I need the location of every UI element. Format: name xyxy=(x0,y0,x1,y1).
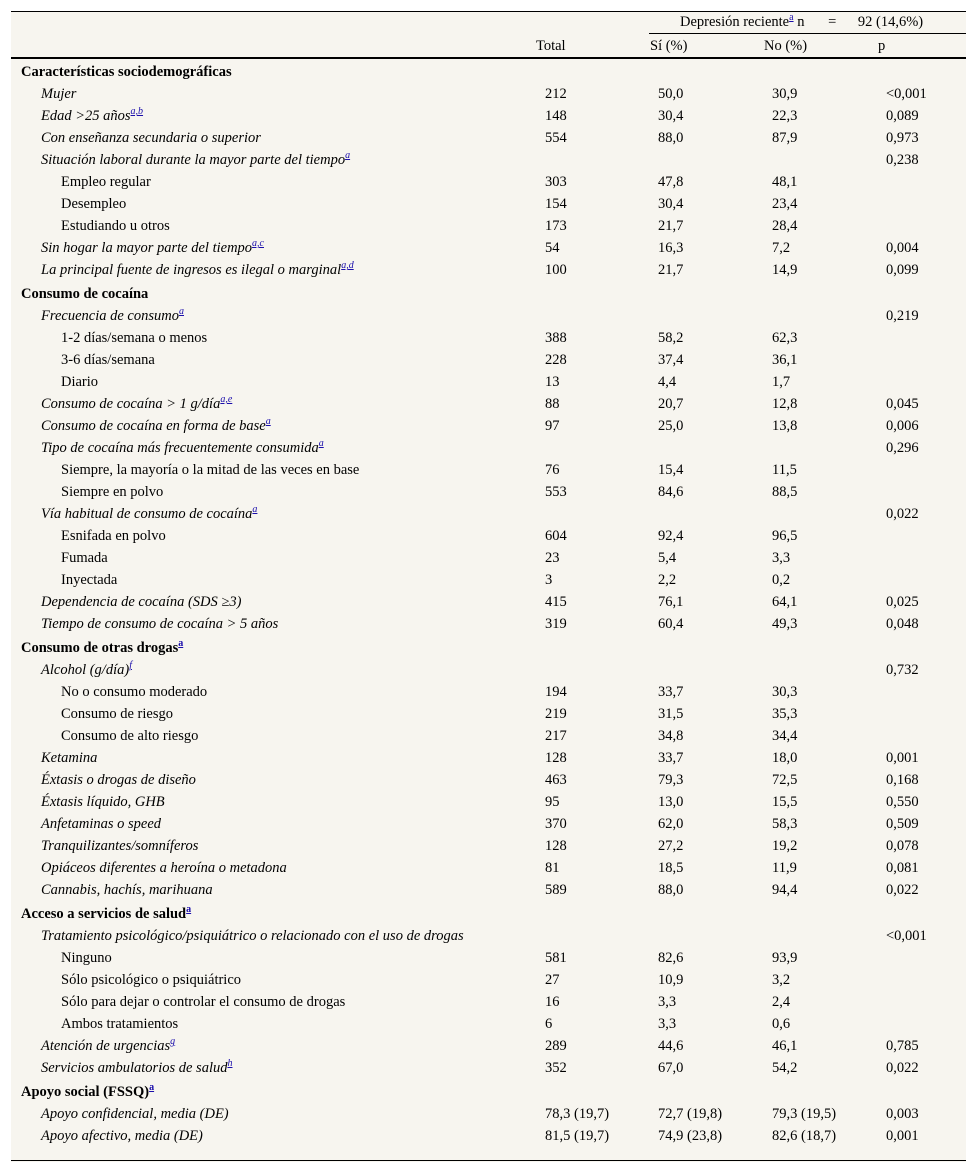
equals-sign: = xyxy=(828,14,837,30)
cell-p: 0,022 xyxy=(886,1060,919,1076)
cell-p: 0,025 xyxy=(886,594,919,610)
row-label-text: Mujer xyxy=(41,86,77,102)
row-label-text: Apoyo confidencial, media (DE) xyxy=(41,1106,229,1122)
cell-no: 13,8 xyxy=(772,418,798,434)
cell-no: 19,2 xyxy=(772,838,798,854)
row-label-text: Fumada xyxy=(61,550,108,566)
cell-total: 88 xyxy=(545,396,560,412)
row-label-text: Servicios ambulatorios de salud xyxy=(41,1060,228,1076)
cell-si: 37,4 xyxy=(658,352,684,368)
row-label xyxy=(41,105,143,127)
cell-si: 58,2 xyxy=(658,330,684,346)
row-label xyxy=(61,681,207,703)
cell-no: 12,8 xyxy=(772,396,798,412)
row-label-text: Inyectada xyxy=(61,572,118,588)
row-label xyxy=(61,969,241,991)
cell-p: 0,004 xyxy=(886,240,919,256)
cell-no: 3,2 xyxy=(772,972,791,988)
cell-p: 0,022 xyxy=(886,882,919,898)
row-label xyxy=(41,305,184,327)
row-label xyxy=(41,83,76,105)
group-rule xyxy=(649,33,966,34)
row-label-text: Consumo de cocaína en forma de base xyxy=(41,418,266,434)
cell-total: 54 xyxy=(545,240,560,256)
row-label xyxy=(41,925,464,947)
row-label-text: Tratamiento psicológico/psiquiátrico o relacionado con el uso de drogas xyxy=(41,928,464,944)
cell-si: 33,7 xyxy=(658,750,684,766)
cell-no: 0,6 xyxy=(772,1016,791,1032)
group-header xyxy=(680,11,923,33)
cell-p: 0,099 xyxy=(886,262,919,278)
col-header-si: Sí (%) xyxy=(650,38,688,54)
footnote-link[interactable]: a,c xyxy=(252,238,264,250)
cell-no: 94,4 xyxy=(772,882,798,898)
cell-si: 67,0 xyxy=(658,1060,684,1076)
cell-p: <0,001 xyxy=(886,928,927,944)
cell-total: 589 xyxy=(545,882,567,898)
cell-total: 16 xyxy=(545,994,560,1010)
cell-si: 25,0 xyxy=(658,418,684,434)
cell-p: 0,078 xyxy=(886,838,919,854)
cell-total: 81,5 (19,7) xyxy=(545,1128,610,1144)
row-label-text: Desempleo xyxy=(61,196,127,212)
cell-no: 0,2 xyxy=(772,572,791,588)
footnote-link[interactable]: a,d xyxy=(341,260,354,272)
cell-no: 15,5 xyxy=(772,794,798,810)
cell-si: 33,7 xyxy=(658,684,684,700)
row-label xyxy=(41,791,165,813)
cell-p: 0,089 xyxy=(886,108,919,124)
footnote-link[interactable]: f xyxy=(129,660,132,672)
row-label-text: Estudiando u otros xyxy=(61,218,170,234)
row-label xyxy=(41,835,198,857)
cell-total: 217 xyxy=(545,728,567,744)
cell-si: 76,1 xyxy=(658,594,684,610)
cell-no: 2,4 xyxy=(772,994,791,1010)
row-label xyxy=(41,613,278,635)
cell-total: 388 xyxy=(545,330,567,346)
cell-no: 48,1 xyxy=(772,174,798,190)
cell-total: 76 xyxy=(545,462,560,478)
row-label-text: Cannabis, hachís, marihuana xyxy=(41,882,213,898)
cell-p: 0,550 xyxy=(886,794,919,810)
row-label-text: Sólo para dejar o controlar el consumo de drogas xyxy=(61,994,346,1010)
cell-p: 0,001 xyxy=(886,750,919,766)
row-label xyxy=(41,149,350,171)
row-label-text: Acceso a servicios de salud xyxy=(21,906,187,922)
row-label-text: 1-2 días/semana o menos xyxy=(61,330,208,346)
cell-p: 0,001 xyxy=(886,1128,919,1144)
row-label xyxy=(41,503,257,525)
cell-no: 62,3 xyxy=(772,330,798,346)
row-label xyxy=(61,1013,178,1035)
cell-total: 148 xyxy=(545,108,567,124)
cell-total: 78,3 (19,7) xyxy=(545,1106,610,1122)
row-label-text: Opiáceos diferentes a heroína o metadona xyxy=(41,860,287,876)
row-label xyxy=(61,525,166,547)
row-label-text: Apoyo social (FSSQ) xyxy=(21,1084,150,1100)
row-label xyxy=(61,569,117,591)
cell-no: 46,1 xyxy=(772,1038,798,1054)
cell-si: 20,7 xyxy=(658,396,684,412)
row-label xyxy=(41,857,287,879)
cell-total: 219 xyxy=(545,706,567,722)
cell-p: 0,509 xyxy=(886,816,919,832)
row-label-text: Dependencia de cocaína (SDS ≥3) xyxy=(41,594,242,610)
cell-p: 0,003 xyxy=(886,1106,919,1122)
cell-total: 6 xyxy=(545,1016,553,1032)
col-header-p: p xyxy=(878,38,886,54)
cell-no: 88,5 xyxy=(772,484,798,500)
cell-total: 13 xyxy=(545,374,560,390)
cell-p: 0,045 xyxy=(886,396,919,412)
cell-si: 92,4 xyxy=(658,528,684,544)
footnote-link[interactable]: h xyxy=(227,1058,233,1070)
cell-no: 58,3 xyxy=(772,816,798,832)
row-label-text: Siempre en polvo xyxy=(61,484,164,500)
row-label xyxy=(41,415,271,437)
section-heading xyxy=(21,637,183,659)
row-label-text: Ambos tratamientos xyxy=(61,1016,179,1032)
cell-p: 0,081 xyxy=(886,860,919,876)
cell-si: 16,3 xyxy=(658,240,684,256)
row-label-text: Edad >25 años xyxy=(41,108,131,124)
group-header-label: Depresión reciente xyxy=(680,14,790,30)
cell-si: 82,6 xyxy=(658,950,684,966)
cell-p: 0,973 xyxy=(886,130,919,146)
row-label xyxy=(41,591,241,613)
cell-si: 44,6 xyxy=(658,1038,684,1054)
cell-total: 370 xyxy=(545,816,567,832)
row-label xyxy=(41,769,196,791)
cell-si: 18,5 xyxy=(658,860,684,876)
footnote-link[interactable]: a xyxy=(149,1082,155,1094)
footnote-link[interactable]: a xyxy=(252,504,258,516)
cell-total: 173 xyxy=(545,218,567,234)
row-label-text: Tipo de cocaína más frecuentemente consumida xyxy=(41,440,319,456)
row-label-text: Éxtasis líquido, GHB xyxy=(41,794,165,810)
row-label-text: Empleo regular xyxy=(61,174,151,190)
cell-p: 0,168 xyxy=(886,772,919,788)
cell-si: 88,0 xyxy=(658,130,684,146)
row-label xyxy=(61,193,126,215)
cell-no: 1,7 xyxy=(772,374,791,390)
row-label-text: Tranquilizantes/somníferos xyxy=(41,838,199,854)
row-label xyxy=(41,237,264,259)
row-label-text: Consumo de riesgo xyxy=(61,706,173,722)
cell-total: 289 xyxy=(545,1038,567,1054)
cell-no: 35,3 xyxy=(772,706,798,722)
row-label xyxy=(41,437,324,459)
cell-si: 5,4 xyxy=(658,550,677,566)
cell-no: 22,3 xyxy=(772,108,798,124)
row-label xyxy=(61,349,155,371)
cell-total: 128 xyxy=(545,838,567,854)
cell-p: 0,048 xyxy=(886,616,919,632)
cell-si: 21,7 xyxy=(658,218,684,234)
section-heading xyxy=(21,903,191,925)
footnote-link[interactable]: g xyxy=(170,1036,176,1048)
cell-no: 28,4 xyxy=(772,218,798,234)
cell-si: 79,3 xyxy=(658,772,684,788)
row-label-text: Diario xyxy=(61,374,99,390)
row-label-text: Situación laboral durante la mayor parte del tiempo xyxy=(41,152,346,168)
footnote-link[interactable]: a,e xyxy=(220,394,233,406)
row-label xyxy=(61,371,98,393)
cell-no: 54,2 xyxy=(772,1060,798,1076)
cell-total: 194 xyxy=(545,684,567,700)
cell-p: 0,296 xyxy=(886,440,919,456)
cell-si: 3,3 xyxy=(658,1016,677,1032)
row-label-text: Apoyo afectivo, media (DE) xyxy=(41,1128,203,1144)
row-label xyxy=(41,1103,229,1125)
cell-si: 60,4 xyxy=(658,616,684,632)
cell-no: 93,9 xyxy=(772,950,798,966)
cell-si: 27,2 xyxy=(658,838,684,854)
cell-total: 128 xyxy=(545,750,567,766)
n-value: 92 (14,6%) xyxy=(857,14,924,30)
row-label-text: Características sociodemográficas xyxy=(21,64,232,80)
row-label xyxy=(61,547,108,569)
section-heading xyxy=(21,283,148,305)
cell-no: 23,4 xyxy=(772,196,798,212)
cell-no: 64,1 xyxy=(772,594,798,610)
cell-no: 30,3 xyxy=(772,684,798,700)
header-rule xyxy=(11,57,966,59)
row-label-text: Sin hogar la mayor parte del tiempo xyxy=(41,240,253,256)
cell-p: 0,022 xyxy=(886,506,919,522)
cell-total: 581 xyxy=(545,950,567,966)
cell-no: 18,0 xyxy=(772,750,798,766)
col-header-no: No (%) xyxy=(764,38,808,54)
cell-p: 0,219 xyxy=(886,308,919,324)
row-label-text: Éxtasis o drogas de diseño xyxy=(41,772,196,788)
row-label-text: Consumo de cocaína > 1 g/día xyxy=(41,396,221,412)
cell-si: 4,4 xyxy=(658,374,677,390)
cell-total: 553 xyxy=(545,484,567,500)
cell-si: 31,5 xyxy=(658,706,684,722)
row-label-text: 3-6 días/semana xyxy=(61,352,155,368)
row-label-text: Vía habitual de consumo de cocaína xyxy=(41,506,253,522)
cell-total: 212 xyxy=(545,86,567,102)
row-label-text: Alcohol (g/día) xyxy=(41,662,130,678)
cell-total: 81 xyxy=(545,860,560,876)
cell-total: 352 xyxy=(545,1060,567,1076)
row-label-text: Esnifada en polvo xyxy=(61,528,166,544)
bottom-rule xyxy=(11,1160,966,1161)
row-label-text: Consumo de otras drogas xyxy=(21,640,179,656)
cell-no: 72,5 xyxy=(772,772,798,788)
cell-no: 3,3 xyxy=(772,550,791,566)
cell-si: 30,4 xyxy=(658,196,684,212)
row-label xyxy=(41,659,132,681)
row-label-text: Con enseñanza secundaria o superior xyxy=(41,130,261,146)
row-label xyxy=(41,879,213,901)
cell-total: 319 xyxy=(545,616,567,632)
cell-si: 10,9 xyxy=(658,972,684,988)
footnote-link[interactable]: a,b xyxy=(130,106,144,118)
cell-p: 0,006 xyxy=(886,418,919,434)
row-label-text: Consumo de alto riesgo xyxy=(61,728,199,744)
cell-total: 228 xyxy=(545,352,567,368)
row-label xyxy=(61,459,359,481)
cell-total: 23 xyxy=(545,550,560,566)
cell-si: 84,6 xyxy=(658,484,684,500)
cell-no: 34,4 xyxy=(772,728,798,744)
cell-si: 15,4 xyxy=(658,462,684,478)
row-label xyxy=(41,1035,175,1057)
cell-no: 14,9 xyxy=(772,262,798,278)
cell-no: 30,9 xyxy=(772,86,798,102)
row-label xyxy=(41,1125,203,1147)
cell-si: 3,3 xyxy=(658,994,677,1010)
row-label xyxy=(41,127,261,149)
cell-total: 95 xyxy=(545,794,560,810)
cell-no: 96,5 xyxy=(772,528,798,544)
cell-total: 97 xyxy=(545,418,560,434)
row-label xyxy=(61,171,151,193)
cell-total: 604 xyxy=(545,528,567,544)
cell-si: 62,0 xyxy=(658,816,684,832)
row-label xyxy=(41,259,354,281)
cell-no: 7,2 xyxy=(772,240,791,256)
row-label xyxy=(41,1057,232,1079)
cell-p: 0,238 xyxy=(886,152,919,168)
cell-total: 3 xyxy=(545,572,553,588)
col-header-total: Total xyxy=(536,38,566,54)
table-container xyxy=(11,11,966,1162)
n-label: n xyxy=(797,14,805,30)
cell-si: 74,9 (23,8) xyxy=(658,1128,723,1144)
cell-si: 2,2 xyxy=(658,572,677,588)
cell-si: 21,7 xyxy=(658,262,684,278)
cell-si: 72,7 (19,8) xyxy=(658,1106,723,1122)
cell-si: 88,0 xyxy=(658,882,684,898)
footnote-link[interactable]: a xyxy=(186,904,192,916)
row-label xyxy=(61,947,112,969)
row-label-text: Tiempo de consumo de cocaína > 5 años xyxy=(41,616,279,632)
cell-p: <0,001 xyxy=(886,86,927,102)
row-label-text: Ninguno xyxy=(61,950,112,966)
row-label xyxy=(61,991,345,1013)
row-label xyxy=(61,703,173,725)
row-label xyxy=(61,481,163,503)
cell-si: 50,0 xyxy=(658,86,684,102)
row-label-text: No o consumo moderado xyxy=(61,684,208,700)
footnote-link[interactable]: a xyxy=(345,150,351,162)
section-heading xyxy=(21,1081,154,1103)
footnote-link[interactable]: a xyxy=(178,638,184,650)
section-heading xyxy=(21,61,232,83)
cell-total: 27 xyxy=(545,972,560,988)
cell-si: 30,4 xyxy=(658,108,684,124)
footnote-link[interactable]: a xyxy=(178,306,184,318)
cell-total: 554 xyxy=(545,130,567,146)
footnote-link[interactable]: a xyxy=(318,438,324,450)
row-label-text: Atención de urgencias xyxy=(41,1038,171,1054)
row-label xyxy=(61,215,170,237)
cell-total: 303 xyxy=(545,174,567,190)
cell-no: 49,3 xyxy=(772,616,798,632)
group-header-footnote[interactable]: a xyxy=(789,12,794,24)
row-label-text: La principal fuente de ingresos es ilegal o marginal xyxy=(41,262,342,278)
row-label-text: Sólo psicológico o psiquiátrico xyxy=(61,972,242,988)
cell-no: 79,3 (19,5) xyxy=(772,1106,837,1122)
cell-no: 11,9 xyxy=(772,860,797,876)
cell-no: 11,5 xyxy=(772,462,797,478)
row-label-text: Frecuencia de consumo xyxy=(41,308,179,324)
row-label xyxy=(41,393,232,415)
cell-si: 47,8 xyxy=(658,174,684,190)
row-label-text: Consumo de cocaína xyxy=(21,286,149,302)
cell-no: 87,9 xyxy=(772,130,798,146)
cell-total: 154 xyxy=(545,196,567,212)
cell-no: 82,6 (18,7) xyxy=(772,1128,837,1144)
cell-p: 0,732 xyxy=(886,662,919,678)
footnote-link[interactable]: a xyxy=(265,416,271,428)
row-label-text: Siempre, la mayoría o la mitad de las veces en base xyxy=(61,462,360,478)
cell-si: 13,0 xyxy=(658,794,684,810)
row-label xyxy=(41,813,161,835)
row-label xyxy=(61,725,198,747)
cell-si: 34,8 xyxy=(658,728,684,744)
row-label-text: Anfetaminas o speed xyxy=(41,816,162,832)
cell-total: 415 xyxy=(545,594,567,610)
cell-no: 36,1 xyxy=(772,352,798,368)
cell-total: 463 xyxy=(545,772,567,788)
row-label xyxy=(61,327,207,349)
cell-p: 0,785 xyxy=(886,1038,919,1054)
row-label xyxy=(41,747,97,769)
row-label-text: Ketamina xyxy=(41,750,98,766)
cell-total: 100 xyxy=(545,262,567,278)
